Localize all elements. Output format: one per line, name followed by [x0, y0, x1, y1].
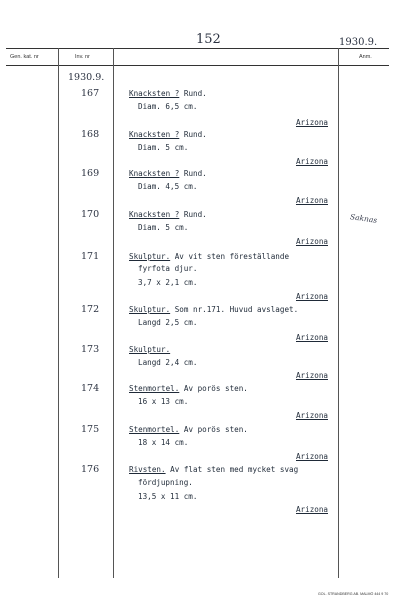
entry-rest: Som nr.171. Huvud avslaget. [170, 305, 299, 314]
entry-line: fyrfota djur. [138, 264, 198, 273]
column-divider-2 [113, 48, 114, 578]
entry-title: Knacksten ? [129, 89, 180, 98]
page-number: 152 [196, 32, 221, 47]
entry-line: Langd 2,4 cm. [138, 358, 198, 367]
entry-location: Arizona [295, 452, 328, 461]
entry-location: Arizona [295, 333, 328, 342]
entry-description [129, 89, 207, 98]
entry-line: 3,7 x 2,1 cm. [138, 278, 198, 287]
entry-number: 170 [81, 209, 100, 220]
entry-rest: Rund. [179, 130, 207, 139]
entry-number: 172 [81, 304, 100, 315]
entry-title: Rivsten. [129, 465, 166, 474]
entry-title: Knacksten ? [129, 169, 180, 178]
entry-line: 13,5 x 11 cm. [138, 492, 198, 501]
entry-title: Skulptur. [129, 252, 171, 261]
entry-number: 169 [81, 168, 100, 179]
entry-rest: Av porös sten. [179, 425, 248, 434]
entry-number: 168 [81, 129, 100, 140]
entry-rest: Av flat sten med mycket svag [165, 465, 299, 474]
column-divider-3 [338, 48, 339, 578]
entry-location: Arizona [295, 237, 328, 246]
entry-description [129, 384, 248, 393]
entry-rest: Av vit sten föreställande [170, 252, 290, 261]
entry-rest: Rund. [179, 169, 207, 178]
entry-description [129, 252, 289, 261]
entry-description [129, 465, 298, 474]
entry-rest: Rund. [179, 210, 207, 219]
year-top: 1930.9. [339, 37, 378, 48]
entry-line: Langd 2,5 cm. [138, 318, 198, 327]
entry-title: Stenmortel. [129, 425, 180, 434]
entry-line: Diam. 4,5 cm. [138, 182, 198, 191]
entry-location: Arizona [295, 118, 328, 127]
entry-number: 173 [81, 344, 100, 355]
entry-description [129, 130, 207, 139]
entry-rest: Rund. [179, 89, 207, 98]
entry-title: Knacksten ? [129, 130, 180, 139]
entry-line: Diam. 6,5 cm. [138, 102, 198, 111]
header-inv: Inv. nr [75, 54, 90, 60]
entry-line: fördjupning. [138, 478, 193, 487]
year-entry: 1930.9. [68, 72, 105, 83]
entry-description [129, 169, 207, 178]
entry-description [129, 210, 207, 219]
entry-number: 176 [81, 464, 100, 475]
entry-number: 175 [81, 424, 100, 435]
entry-description [129, 305, 298, 314]
anm-note: Saknas [349, 212, 378, 225]
header-rule-top [6, 48, 389, 49]
entry-number: 167 [81, 88, 100, 99]
entry-description [129, 345, 170, 354]
entry-location: Arizona [295, 505, 328, 514]
entry-title: Knacksten ? [129, 210, 180, 219]
entry-title: Skulptur. [129, 345, 171, 354]
entry-description [129, 425, 248, 434]
entry-rest: Av porös sten. [179, 384, 248, 393]
entry-number: 174 [81, 383, 100, 394]
entry-location: Arizona [295, 196, 328, 205]
entry-location: Arizona [295, 292, 328, 301]
entry-line: 18 x 14 cm. [138, 438, 189, 447]
header-anm: Anm. [359, 54, 372, 60]
header-gen-kat: Gen. kat. nr [10, 54, 39, 60]
entry-number: 171 [81, 251, 100, 262]
entry-line: Diam. 5 cm. [138, 143, 189, 152]
entry-location: Arizona [295, 411, 328, 420]
header-rule-bottom [6, 65, 389, 66]
entry-line: 16 x 13 cm. [138, 397, 189, 406]
entry-location: Arizona [295, 371, 328, 380]
footer-imprint: GOL. STRANDBERG AB. MALMÖ 444 9 70 [318, 592, 389, 596]
entry-title: Skulptur. [129, 305, 171, 314]
column-divider-1 [58, 48, 59, 578]
entry-location: Arizona [295, 157, 328, 166]
entry-line: Diam. 5 cm. [138, 223, 189, 232]
entry-title: Stenmortel. [129, 384, 180, 393]
